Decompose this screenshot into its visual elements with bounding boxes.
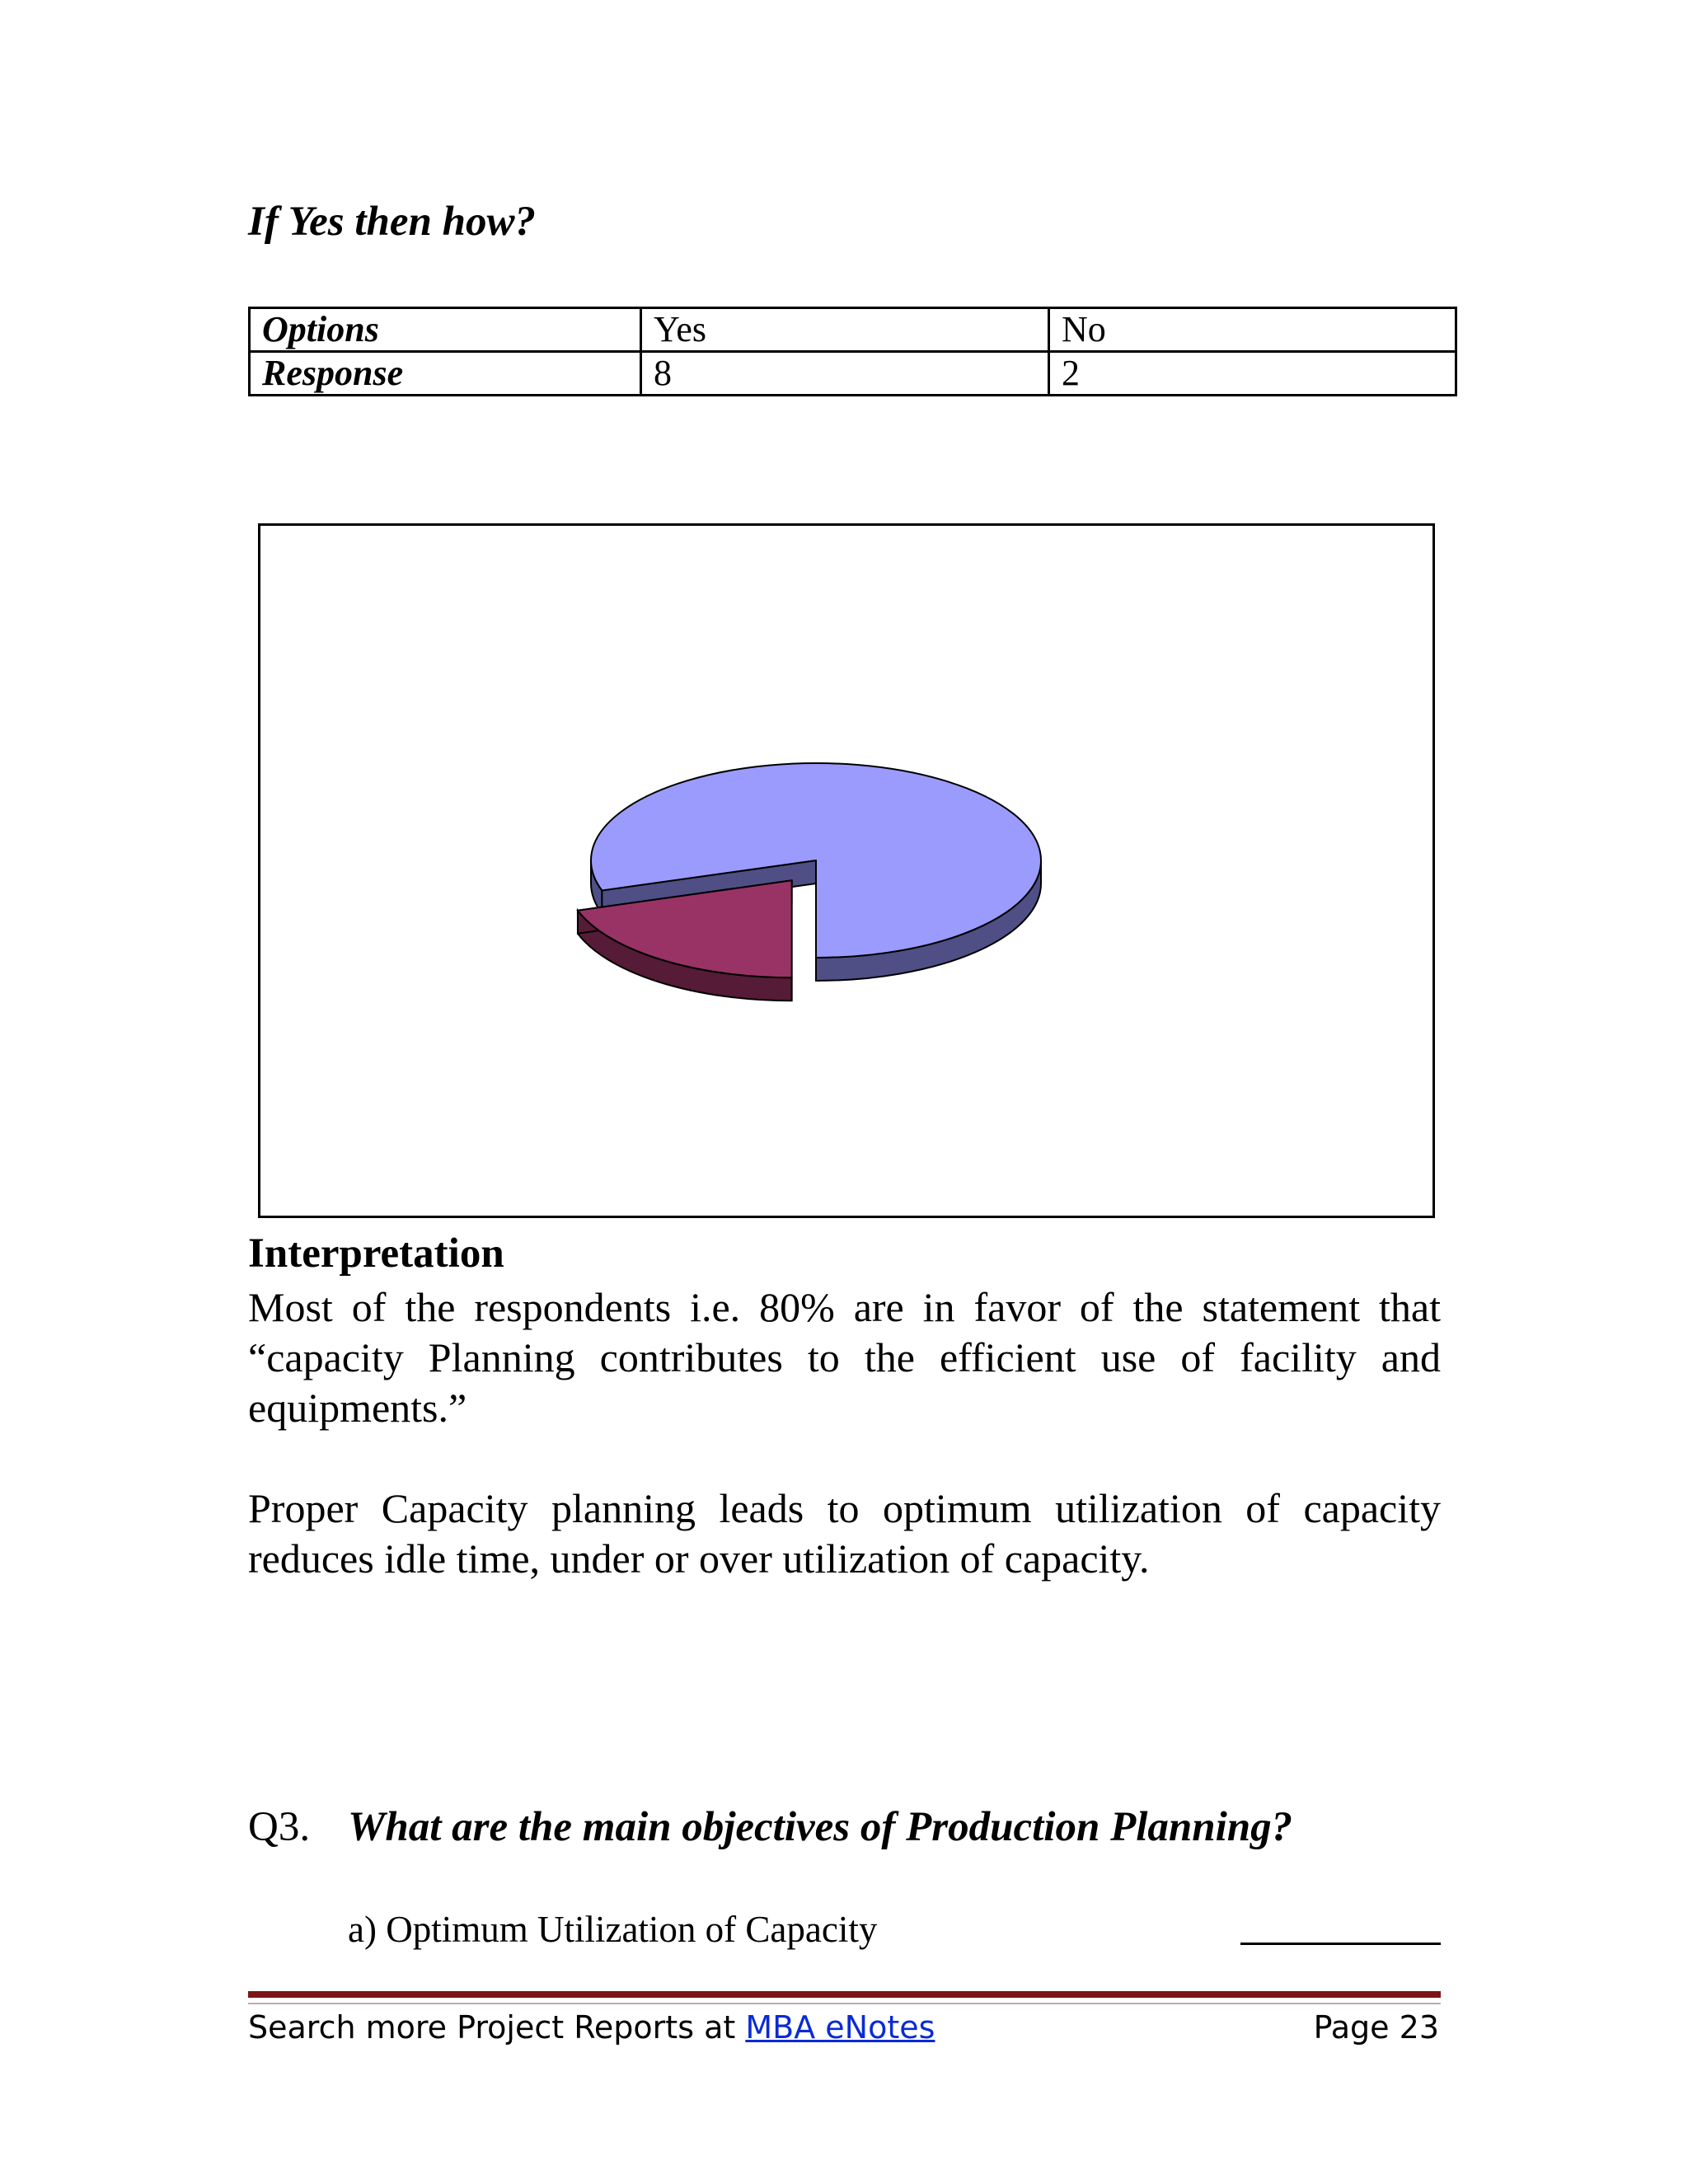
page-number: Page 23 bbox=[1313, 2009, 1439, 2046]
cell-response-no: 2 bbox=[1049, 352, 1456, 396]
table-row bbox=[250, 352, 1456, 396]
interpretation-paragraph-1: Most of the respondents i.e. 80% are in favor of the statement that “capacity Planning contributes to the efficient use of facility and equipments.” bbox=[248, 1284, 1441, 1431]
mba-enotes-link[interactable]: MBA eNotes bbox=[745, 2009, 935, 2046]
pie-chart-frame bbox=[258, 523, 1435, 1218]
response-table bbox=[248, 307, 1457, 396]
section-heading: If Yes then how? bbox=[248, 199, 537, 245]
interpretation-paragraph-2: Proper Capacity planning leads to optimum utilization of capacity reduces idle time, under or over utilization of capacity. bbox=[248, 1485, 1441, 1582]
footer-text bbox=[248, 2008, 935, 2047]
row-label-response: Response bbox=[250, 352, 641, 396]
footer-rule-thin bbox=[248, 2003, 1441, 2004]
table-row bbox=[250, 308, 1456, 352]
option-a: a) Optimum Utilization of Capacity bbox=[348, 1909, 878, 1950]
question-number: Q3. bbox=[248, 1804, 311, 1850]
pie-chart bbox=[260, 526, 1432, 1216]
question-text: What are the main objectives of Production Planning? bbox=[348, 1804, 1293, 1850]
row-label-options: Options bbox=[250, 308, 641, 352]
option-a-answer-blank bbox=[1240, 1943, 1441, 1945]
footer-rule bbox=[248, 1991, 1441, 1998]
cell-response-yes: 8 bbox=[641, 352, 1049, 396]
cell-options-yes: Yes bbox=[641, 308, 1049, 352]
footer-prefix: Search more Project Reports at bbox=[248, 2009, 746, 2046]
interpretation-title: Interpretation bbox=[248, 1230, 504, 1277]
cell-options-no: No bbox=[1049, 308, 1456, 352]
